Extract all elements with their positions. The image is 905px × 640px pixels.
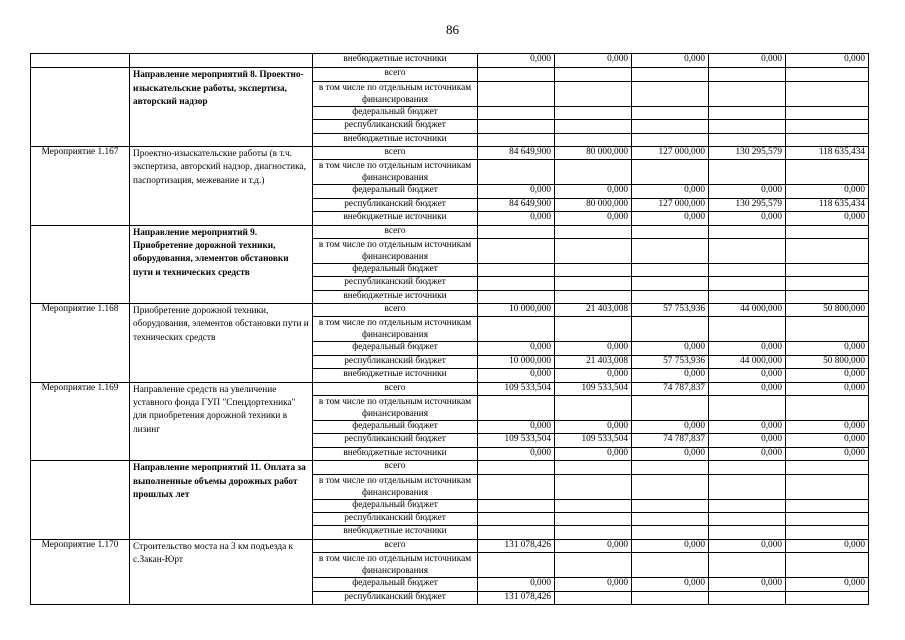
- value-cell: [555, 591, 632, 604]
- value-cell: 109 533,504: [478, 382, 555, 395]
- value-cell: [478, 263, 555, 276]
- value-cell: 10 000,000: [478, 355, 555, 368]
- source-cell: республиканский бюджет: [313, 591, 478, 604]
- value-cell: [709, 499, 786, 512]
- value-cell: [786, 553, 869, 578]
- value-cell: [555, 160, 632, 185]
- value-cell: 0,000: [478, 212, 555, 225]
- value-cell: [786, 499, 869, 512]
- source-cell: внебюджетные источники: [313, 133, 478, 146]
- value-cell: 0,000: [555, 212, 632, 225]
- value-cell: [478, 160, 555, 185]
- source-cell: республиканский бюджет: [313, 277, 478, 290]
- source-cell: внебюджетные источники: [313, 369, 478, 382]
- value-cell: 0,000: [709, 447, 786, 460]
- source-cell: в том числе по отдельным источникам финансирования: [313, 317, 478, 342]
- source-cell: всего: [313, 382, 478, 395]
- value-cell: [632, 290, 709, 303]
- value-cell: [632, 526, 709, 539]
- value-cell: 0,000: [632, 54, 709, 68]
- value-cell: [709, 120, 786, 133]
- value-cell: 130 295,579: [709, 146, 786, 159]
- value-cell: [709, 591, 786, 604]
- measure-name-cell: Строительство моста на 3 км подъезда к с.Закан-Юрт: [130, 539, 313, 604]
- value-cell: 0,000: [709, 578, 786, 591]
- value-cell: 0,000: [709, 434, 786, 447]
- value-cell: 84 649,900: [478, 198, 555, 211]
- value-cell: [709, 68, 786, 81]
- value-cell: [709, 526, 786, 539]
- value-cell: [632, 106, 709, 119]
- value-cell: [709, 461, 786, 474]
- value-cell: 0,000: [632, 539, 709, 552]
- value-cell: [709, 238, 786, 263]
- source-cell: федеральный бюджет: [313, 185, 478, 198]
- table-row: [31, 304, 869, 317]
- source-cell: всего: [313, 539, 478, 552]
- value-cell: [632, 133, 709, 146]
- value-cell: 131 078,426: [478, 591, 555, 604]
- value-cell: [786, 317, 869, 342]
- value-cell: 21 403,008: [555, 304, 632, 317]
- value-cell: [478, 499, 555, 512]
- value-cell: 80 000,000: [555, 146, 632, 159]
- value-cell: 0,000: [632, 421, 709, 434]
- value-cell: 0,000: [709, 212, 786, 225]
- value-cell: [478, 290, 555, 303]
- value-cell: 44 000,000: [709, 355, 786, 368]
- value-cell: [632, 461, 709, 474]
- value-cell: [709, 160, 786, 185]
- value-cell: [478, 526, 555, 539]
- source-cell: республиканский бюджет: [313, 198, 478, 211]
- source-cell: внебюджетные источники: [313, 447, 478, 460]
- value-cell: [786, 512, 869, 525]
- table-row: [31, 68, 869, 81]
- value-cell: 0,000: [478, 578, 555, 591]
- value-cell: 0,000: [555, 539, 632, 552]
- source-cell: республиканский бюджет: [313, 120, 478, 133]
- value-cell: 50 800,000: [786, 355, 869, 368]
- value-cell: [555, 263, 632, 276]
- page-number: 86: [446, 22, 459, 37]
- value-cell: 0,000: [786, 578, 869, 591]
- value-cell: [555, 396, 632, 421]
- value-cell: 57 753,936: [632, 304, 709, 317]
- source-cell: в том числе по отдельным источникам финансирования: [313, 396, 478, 421]
- value-cell: 0,000: [709, 54, 786, 68]
- value-cell: [555, 81, 632, 106]
- source-cell: всего: [313, 146, 478, 159]
- value-cell: [555, 133, 632, 146]
- value-cell: 0,000: [478, 342, 555, 355]
- value-cell: [555, 68, 632, 81]
- value-cell: 0,000: [786, 212, 869, 225]
- measure-id-cell: [31, 68, 130, 147]
- value-cell: [632, 81, 709, 106]
- value-cell: [478, 461, 555, 474]
- value-cell: 0,000: [478, 185, 555, 198]
- source-cell: всего: [313, 225, 478, 238]
- value-cell: 0,000: [555, 185, 632, 198]
- measure-id-cell: Мероприятие 1.170: [31, 539, 130, 604]
- empty-cell: [130, 54, 313, 68]
- value-cell: [478, 68, 555, 81]
- value-cell: 0,000: [786, 185, 869, 198]
- value-cell: [555, 461, 632, 474]
- value-cell: 0,000: [786, 434, 869, 447]
- value-cell: 118 635,434: [786, 146, 869, 159]
- value-cell: [709, 81, 786, 106]
- source-cell: республиканский бюджет: [313, 512, 478, 525]
- value-cell: [555, 106, 632, 119]
- measure-name-cell: Проектно-изыскательские работы (в т.ч. экспертиза, авторский надзор, диагностика, паспортизация, межевание и т.д.): [130, 146, 313, 225]
- value-cell: [786, 526, 869, 539]
- value-cell: [478, 277, 555, 290]
- value-cell: 0,000: [786, 421, 869, 434]
- value-cell: [632, 120, 709, 133]
- value-cell: [632, 263, 709, 276]
- value-cell: 0,000: [709, 185, 786, 198]
- source-cell: в том числе по отдельным источникам финансирования: [313, 238, 478, 263]
- value-cell: [786, 160, 869, 185]
- source-cell: всего: [313, 304, 478, 317]
- value-cell: 0,000: [478, 421, 555, 434]
- value-cell: 0,000: [632, 369, 709, 382]
- value-cell: [478, 512, 555, 525]
- value-cell: [478, 553, 555, 578]
- value-cell: 0,000: [632, 212, 709, 225]
- source-cell: в том числе по отдельным источникам финансирования: [313, 81, 478, 106]
- value-cell: 50 800,000: [786, 304, 869, 317]
- value-cell: [786, 591, 869, 604]
- value-cell: 0,000: [786, 539, 869, 552]
- value-cell: 0,000: [709, 369, 786, 382]
- source-cell: всего: [313, 68, 478, 81]
- value-cell: [478, 106, 555, 119]
- measure-id-cell: Мероприятие 1.167: [31, 146, 130, 225]
- value-cell: [786, 106, 869, 119]
- value-cell: [555, 317, 632, 342]
- value-cell: 0,000: [632, 185, 709, 198]
- value-cell: 10 000,000: [478, 304, 555, 317]
- value-cell: [555, 526, 632, 539]
- value-cell: 130 295,579: [709, 198, 786, 211]
- value-cell: [478, 474, 555, 499]
- value-cell: [478, 396, 555, 421]
- value-cell: [555, 225, 632, 238]
- value-cell: [709, 553, 786, 578]
- source-cell: в том числе по отдельным источникам финансирования: [313, 474, 478, 499]
- source-cell: внебюджетные источники: [313, 54, 478, 68]
- source-cell: федеральный бюджет: [313, 499, 478, 512]
- measure-id-cell: [31, 461, 130, 540]
- value-cell: 118 635,434: [786, 198, 869, 211]
- source-cell: внебюджетные источники: [313, 212, 478, 225]
- table-row: [31, 225, 869, 238]
- measure-name-cell: Направление средств на увеличение уставного фонда ГУП "Спецдортехника" для приобретения дорожной техники в лизинг: [130, 382, 313, 461]
- measure-id-cell: [31, 225, 130, 304]
- value-cell: [709, 225, 786, 238]
- value-cell: [632, 225, 709, 238]
- measure-name-cell: Приобретение дорожной техники, оборудования, элементов обстановки пути и технических средств: [130, 304, 313, 383]
- value-cell: [555, 512, 632, 525]
- value-cell: 109 533,504: [478, 434, 555, 447]
- value-cell: [786, 474, 869, 499]
- value-cell: 0,000: [709, 539, 786, 552]
- source-cell: республиканский бюджет: [313, 434, 478, 447]
- value-cell: [555, 120, 632, 133]
- value-cell: [709, 512, 786, 525]
- value-cell: [786, 68, 869, 81]
- value-cell: 0,000: [555, 578, 632, 591]
- measure-id-cell: Мероприятие 1.169: [31, 382, 130, 461]
- value-cell: 109 533,504: [555, 434, 632, 447]
- value-cell: 0,000: [478, 54, 555, 68]
- value-cell: [632, 238, 709, 263]
- value-cell: 0,000: [632, 578, 709, 591]
- value-cell: [709, 396, 786, 421]
- value-cell: 0,000: [632, 447, 709, 460]
- value-cell: 0,000: [555, 369, 632, 382]
- budget-table: [30, 53, 869, 605]
- value-cell: 109 533,504: [555, 382, 632, 395]
- empty-cell: [31, 54, 130, 68]
- value-cell: [786, 290, 869, 303]
- source-cell: всего: [313, 461, 478, 474]
- value-cell: [555, 238, 632, 263]
- value-cell: 131 078,426: [478, 539, 555, 552]
- value-cell: [709, 277, 786, 290]
- measure-id-cell: Мероприятие 1.168: [31, 304, 130, 383]
- value-cell: [709, 474, 786, 499]
- value-cell: 21 403,008: [555, 355, 632, 368]
- value-cell: [632, 160, 709, 185]
- value-cell: [709, 106, 786, 119]
- value-cell: [709, 263, 786, 276]
- value-cell: [555, 553, 632, 578]
- value-cell: [632, 553, 709, 578]
- value-cell: 0,000: [786, 54, 869, 68]
- source-cell: внебюджетные источники: [313, 526, 478, 539]
- table-row: [31, 382, 869, 395]
- value-cell: [786, 461, 869, 474]
- value-cell: [632, 512, 709, 525]
- value-cell: [632, 474, 709, 499]
- value-cell: [478, 317, 555, 342]
- value-cell: 0,000: [709, 342, 786, 355]
- direction-name-cell: Направление мероприятий 8. Проектно-изыскательские работы, экспертиза, авторский надзор: [130, 68, 313, 147]
- source-cell: в том числе по отдельным источникам финансирования: [313, 553, 478, 578]
- table-row: [31, 146, 869, 159]
- value-cell: [786, 225, 869, 238]
- table-row: [31, 461, 869, 474]
- value-cell: [709, 317, 786, 342]
- table-row: [31, 54, 869, 68]
- value-cell: 44 000,000: [709, 304, 786, 317]
- value-cell: 57 753,936: [632, 355, 709, 368]
- value-cell: 127 000,000: [632, 146, 709, 159]
- value-cell: [786, 277, 869, 290]
- value-cell: 0,000: [786, 447, 869, 460]
- direction-name-cell: Направление мероприятий 11. Оплата за выполненные объемы дорожных работ прошлых лет: [130, 461, 313, 540]
- value-cell: [632, 277, 709, 290]
- value-cell: [478, 120, 555, 133]
- value-cell: [555, 277, 632, 290]
- value-cell: [786, 81, 869, 106]
- value-cell: [632, 317, 709, 342]
- source-cell: федеральный бюджет: [313, 421, 478, 434]
- value-cell: 127 000,000: [632, 198, 709, 211]
- table-row: [31, 539, 869, 552]
- value-cell: 0,000: [786, 342, 869, 355]
- value-cell: [786, 263, 869, 276]
- value-cell: [478, 81, 555, 106]
- value-cell: 0,000: [786, 369, 869, 382]
- source-cell: федеральный бюджет: [313, 106, 478, 119]
- value-cell: 0,000: [555, 54, 632, 68]
- direction-name-cell: Направление мероприятий 9. Приобретение дорожной техники, оборудования, элементов обстановки пути и технических средств: [130, 225, 313, 304]
- source-cell: федеральный бюджет: [313, 578, 478, 591]
- value-cell: [786, 133, 869, 146]
- value-cell: 0,000: [632, 342, 709, 355]
- value-cell: [709, 290, 786, 303]
- source-cell: внебюджетные источники: [313, 290, 478, 303]
- value-cell: [632, 396, 709, 421]
- value-cell: [478, 238, 555, 263]
- value-cell: 0,000: [555, 342, 632, 355]
- value-cell: 0,000: [555, 447, 632, 460]
- value-cell: [786, 238, 869, 263]
- value-cell: 80 000,000: [555, 198, 632, 211]
- source-cell: в том числе по отдельным источникам финансирования: [313, 160, 478, 185]
- value-cell: 0,000: [709, 382, 786, 395]
- value-cell: [555, 474, 632, 499]
- value-cell: 74 787,837: [632, 434, 709, 447]
- value-cell: 0,000: [478, 447, 555, 460]
- value-cell: [786, 120, 869, 133]
- value-cell: 0,000: [555, 421, 632, 434]
- value-cell: 84 649,900: [478, 146, 555, 159]
- source-cell: республиканский бюджет: [313, 355, 478, 368]
- value-cell: [632, 591, 709, 604]
- value-cell: [709, 133, 786, 146]
- value-cell: [786, 396, 869, 421]
- value-cell: 0,000: [786, 382, 869, 395]
- value-cell: 0,000: [709, 421, 786, 434]
- source-cell: федеральный бюджет: [313, 342, 478, 355]
- value-cell: [632, 68, 709, 81]
- value-cell: [478, 133, 555, 146]
- source-cell: федеральный бюджет: [313, 263, 478, 276]
- value-cell: [632, 499, 709, 512]
- value-cell: 74 787,837: [632, 382, 709, 395]
- value-cell: 0,000: [478, 369, 555, 382]
- value-cell: [555, 499, 632, 512]
- value-cell: [478, 225, 555, 238]
- value-cell: [555, 290, 632, 303]
